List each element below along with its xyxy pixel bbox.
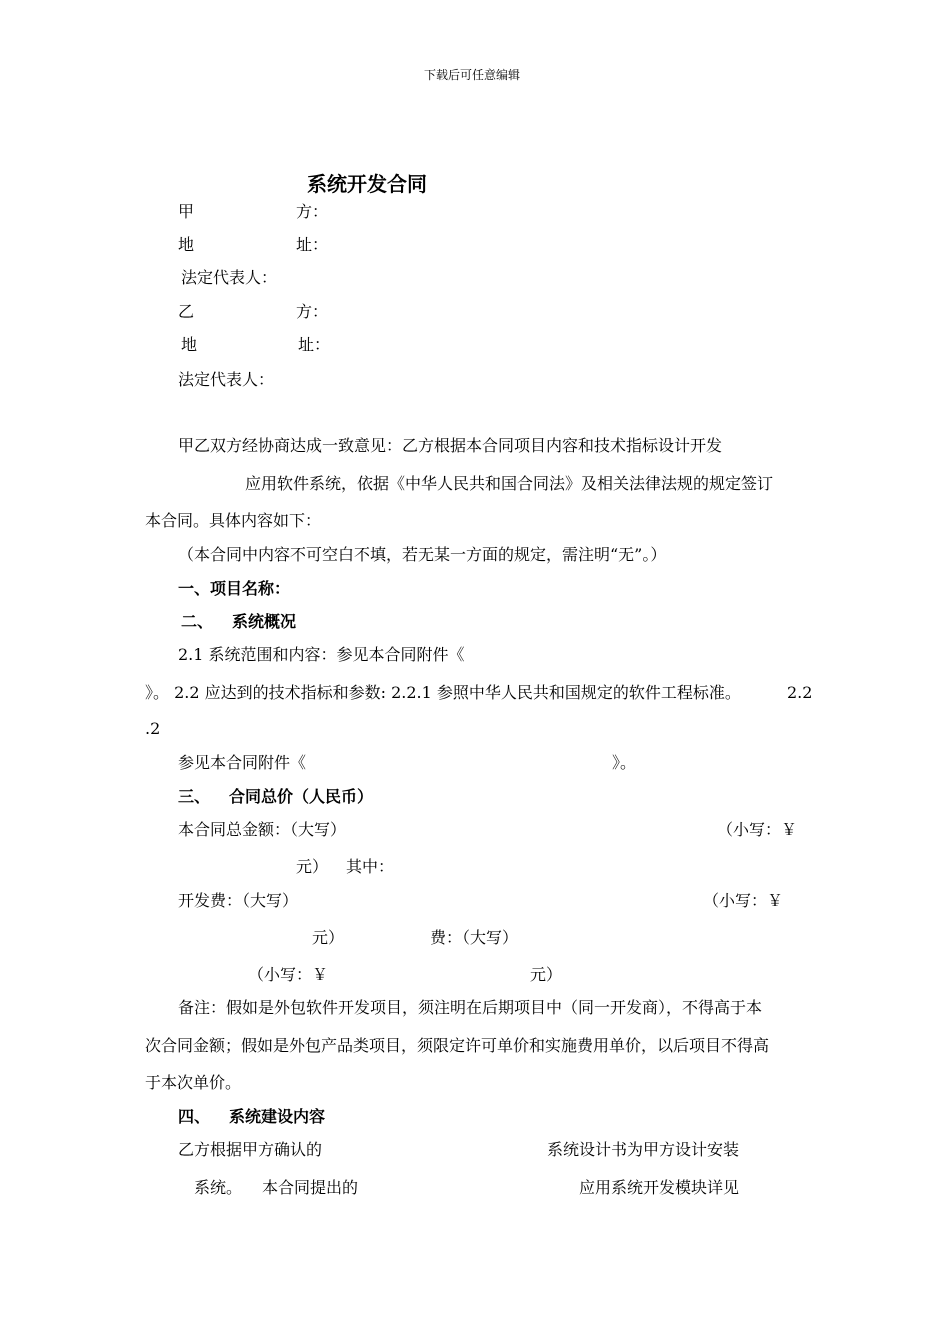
annex-open: 参见本合同附件《 [178,753,307,772]
party-b-label-char1: 乙 [178,302,195,321]
other-fee-label: 费：（大写） [430,928,519,947]
section-4-line-2-c: 应用系统开发模块详见 [579,1178,740,1197]
contract-title: 系统开发合同 [307,172,427,196]
annex-close: 》。 [612,753,637,772]
total-amount-small-label: （小写：￥ [717,820,798,839]
address-b-label-char2: 址： [298,335,331,354]
party-a-label-char1: 甲 [178,202,195,221]
section-3-number: 三、 [178,787,211,806]
legal-rep-b-label: 法定代表人： [178,370,275,389]
total-amount-label: 本合同总金额：（大写） [178,820,347,839]
section-2-number: 二、 [181,612,214,631]
remark-line-3: 于本次单价。 [145,1073,242,1092]
section-1-heading: 一、项目名称： [178,579,291,598]
yuan-2: 元） [312,928,345,947]
header-note: 下载后可任意编辑 [424,68,521,82]
legal-rep-a-label: 法定代表人： [181,268,278,287]
dev-fee-small-label: （小写：￥ [703,891,784,910]
item-2-1: 2.1 系统范围和内容：参见本合同附件《 [178,645,465,664]
address-b-label-char1: 地 [181,335,198,354]
among-label: 其中： [346,857,395,876]
section-3-heading: 合同总价（人民币） [229,787,374,806]
intro-line-2: 应用软件系统，依据《中华人民共和国合同法》及相关法律法规的规定签订 [245,474,774,493]
section-4-line-2-b: 本合同提出的 [262,1178,359,1197]
intro-note: （本合同中内容不可空白不填，若无某一方面的规定，需注明“无”。） [178,545,667,564]
section-4-line-1-a: 乙方根据甲方确认的 [178,1140,323,1159]
address-a-label-char2: 址： [296,235,329,254]
address-a-label-char1: 地 [178,235,195,254]
item-2-2-line: 》。 2.2 应达到的技术指标和参数: 2.2.1 参照中华人民共和国规定的软件工程标准。 [145,683,741,702]
item-2-2-2-number-a: 2.2 [787,683,813,702]
intro-line-3: 本合同。具体内容如下： [145,511,322,530]
section-4-number: 四、 [178,1107,211,1126]
section-2-heading: 系统概况 [232,612,297,631]
party-b-label-char2: 方： [296,302,329,321]
item-2-2-2-number-b: .2 [145,719,161,738]
intro-line-1: 甲乙双方经协商达成一致意见：乙方根据本合同项目内容和技术指标设计开发 [178,436,723,455]
party-a-label-char2: 方： [296,202,329,221]
remark-line-1: 备注：假如是外包软件开发项目，须注明在后期项目中（同一开发商），不得高于本 [178,998,763,1017]
remark-line-2: 次合同金额；假如是外包产品类项目，须限定许可单价和实施费用单价，以后项目不得高 [145,1036,770,1055]
section-4-heading: 系统建设内容 [229,1107,326,1126]
yuan-1: 元） [296,857,329,876]
dev-fee-label: 开发费：（大写） [178,891,299,910]
yuan-3: 元） [530,965,563,984]
section-4-line-2-a: 系统。 [194,1178,243,1197]
section-4-line-1-b: 系统设计书为甲方设计安装 [547,1140,740,1159]
other-fee-small-label: （小写：￥ [248,965,329,984]
